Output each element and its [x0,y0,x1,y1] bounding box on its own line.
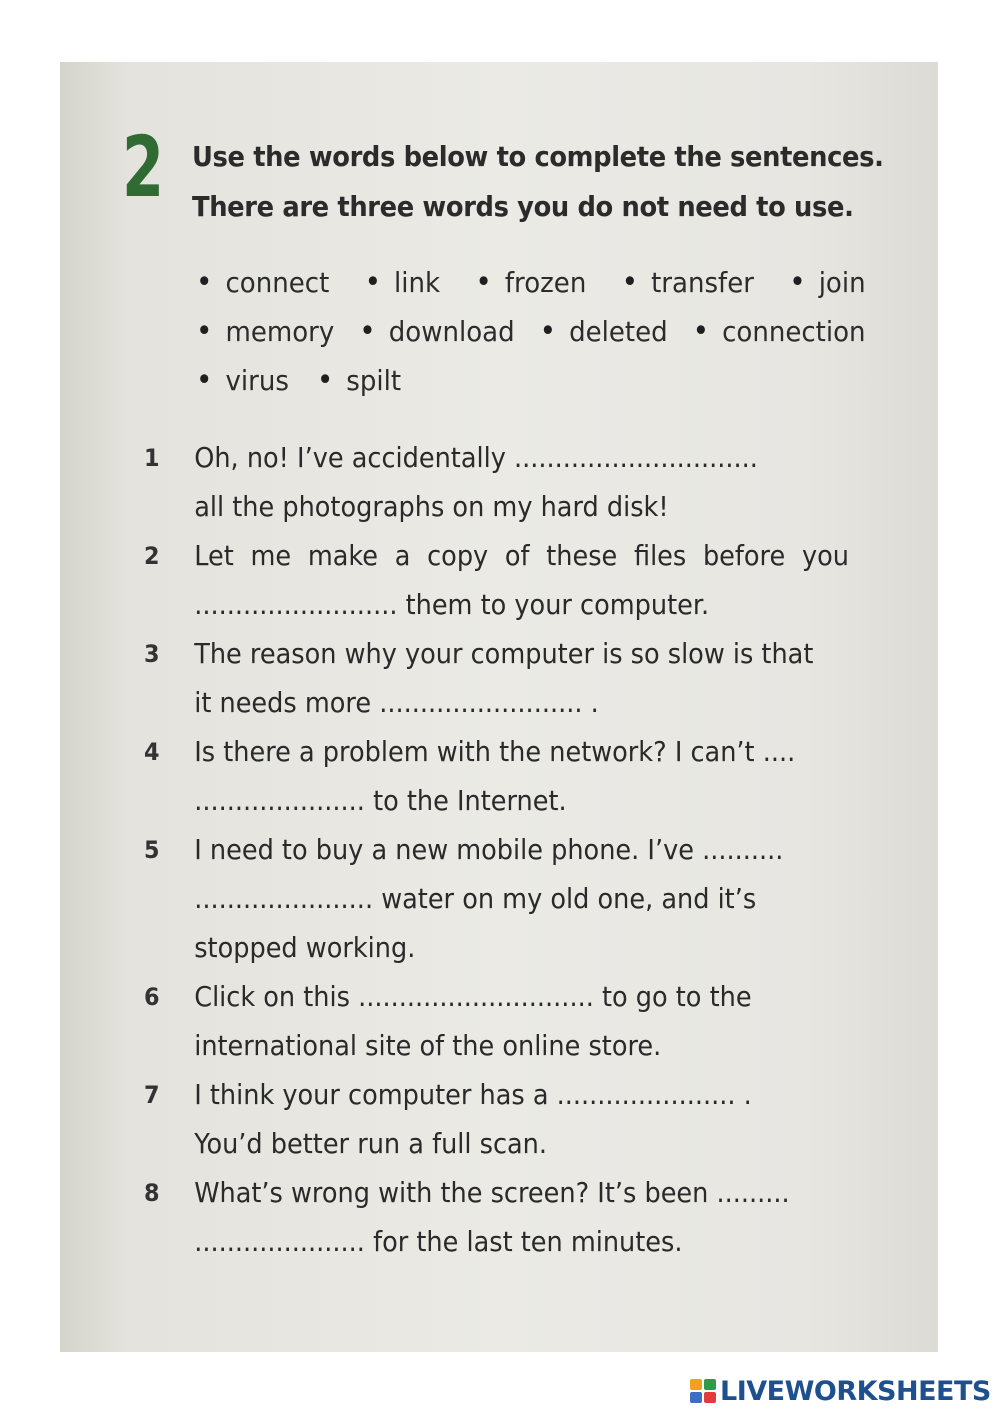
word-link: • link [364,265,441,300]
sentence-line: international site of the online store. [194,1030,662,1062]
item-number: 6 [144,983,160,1011]
item-number: 7 [144,1081,160,1109]
word-transfer: • transfer [621,265,754,300]
word-spilt: • spilt [316,363,402,398]
sentence-line: Click on this ............................. to go to the [194,981,752,1013]
word-download: • download [359,314,515,349]
bullet-icon: • [692,314,710,349]
sentence-line: You’d better run a full scan. [194,1128,548,1160]
bullet-icon: • [539,314,557,349]
bullet-icon: • [364,265,382,300]
sentence-list [144,434,849,1267]
word-memory: • memory [196,314,335,349]
logo-square [704,1379,716,1390]
logo-square [690,1392,702,1403]
instruction-line-2: There are three words you do not need to use. [192,190,854,223]
textbook-page-photo [60,62,938,1352]
word-deleted: • deleted [539,314,668,349]
exercise-number: 2 [122,118,165,216]
item-number: 4 [144,738,160,766]
sentence-line: What’s wrong with the screen? It’s been ......... [194,1177,790,1209]
sentence-item [144,728,849,826]
word-bank-row-3 [196,356,866,405]
bullet-icon: • [789,265,806,300]
logo-square [690,1379,702,1390]
word-frozen: • frozen [475,265,587,300]
bullet-icon: • [621,265,639,300]
bullet-icon: • [359,314,376,349]
sentence-line: The reason why your computer is so slow is that [194,638,814,670]
sentence-item [144,1071,849,1169]
sentence-item [144,826,849,973]
item-number: 5 [144,836,160,864]
sentence-line: it needs more ......................... . [194,687,599,719]
word-bank-row-1 [196,258,866,307]
bullet-icon: • [475,265,492,300]
sentence-item [144,973,849,1071]
sentence-line: all the photographs on my hard disk! [194,491,669,523]
word-bank [196,258,866,405]
bullet-icon: • [196,265,213,300]
item-number: 8 [144,1179,160,1207]
instructions [192,132,884,232]
sentence-line: I think your computer has a ...................... . [194,1079,752,1111]
sentence-line: stopped working. [194,932,416,964]
liveworksheets-logo-icon [690,1379,716,1403]
sentence-item [144,532,849,630]
sentence-line: ......................... them to your computer. [194,589,710,621]
word-virus: • virus [196,363,289,398]
sentence-line: ..................... for the last ten minutes. [194,1226,683,1258]
item-number: 1 [144,444,160,472]
sentence-item [144,630,849,728]
bullet-icon: • [196,314,213,349]
item-number: 2 [144,542,160,570]
sentence-line: Is there a problem with the network? I can’t .... [194,736,796,768]
item-number: 3 [144,640,160,668]
instruction-line-1: Use the words below to complete the sentences. [192,140,884,173]
sentence-line: ..................... to the Internet. [194,785,567,817]
word-join: • join [789,265,866,300]
brand-name: LIVEWORKSHEETS [720,1375,991,1407]
sentence-item [144,434,849,532]
logo-square [704,1392,716,1403]
word-connection: • connection [692,314,866,349]
liveworksheets-brand [690,1376,991,1406]
word-connect: • connect [196,265,330,300]
word-bank-row-2 [196,307,866,356]
sentence-item [144,1169,849,1267]
bullet-icon: • [196,363,213,398]
sentence-line: ...................... water on my old one, and it’s [194,883,757,915]
sentence-line: Oh, no! I’ve accidentally .............................. [194,442,758,474]
sentence-line: Let me make a copy of these files before you [194,540,849,572]
sentence-line: I need to buy a new mobile phone. I’ve .......... [194,834,784,866]
bullet-icon: • [316,363,334,398]
